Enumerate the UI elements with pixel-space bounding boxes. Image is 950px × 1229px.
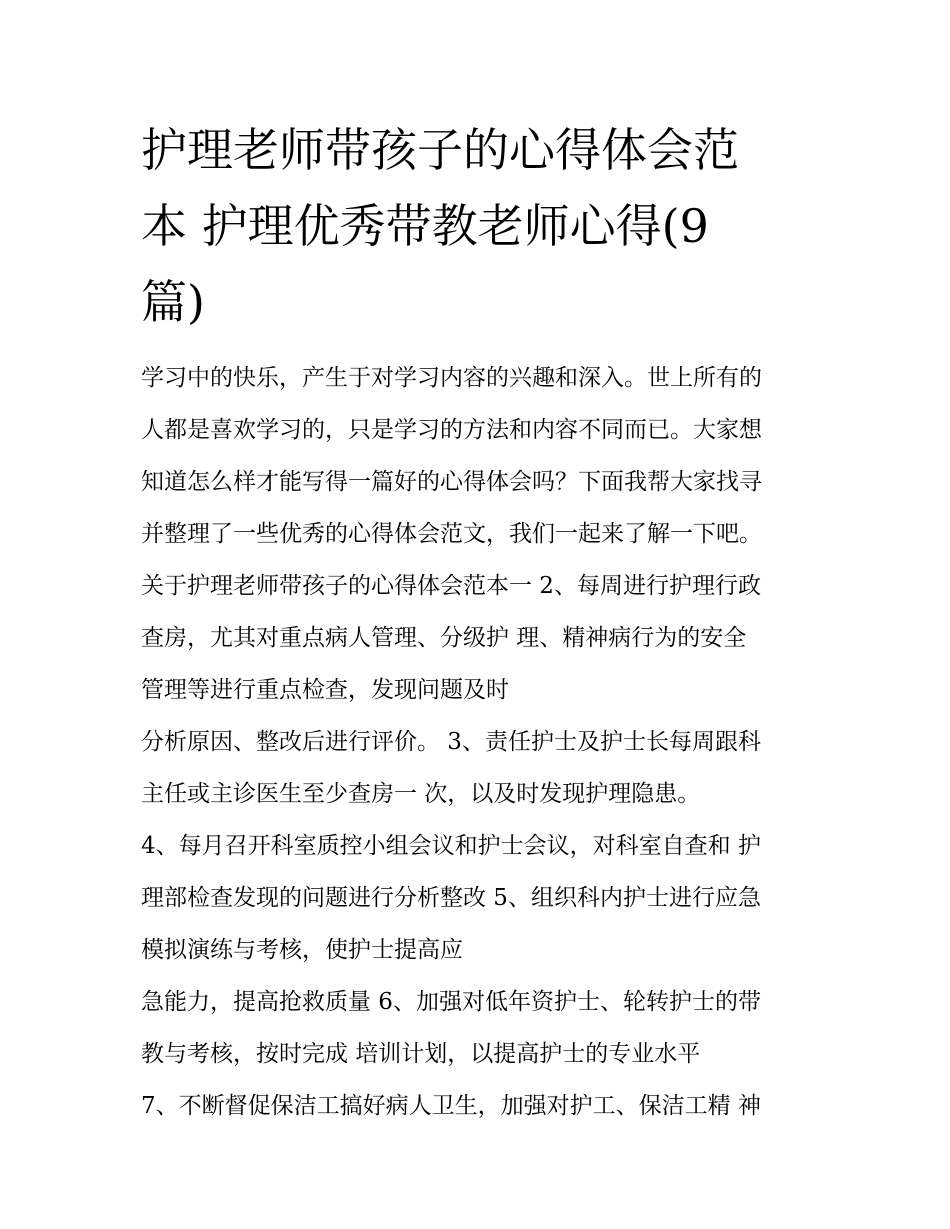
title-line: 本 护理优秀带教老师心得(9	[141, 199, 709, 253]
title-line: 护理老师带孩子的心得体会范	[141, 123, 739, 177]
title-line: 篇)	[141, 275, 205, 329]
body-line: 模拟演练与考核，使护士提高应	[141, 937, 463, 963]
body-line: 教与考核，按时完成 培训计划，以提高护士的专业水平	[141, 1041, 701, 1067]
body-line: 关于护理老师带孩子的心得体会范本一 2、每周进行护理行政	[141, 573, 761, 599]
body-line: 7、不断督促保洁工搞好病人卫生，加强对护工、保洁工精 神	[141, 1093, 761, 1119]
body-line: 查房，尤其对重点病人管理、分级护 理、精神病行为的安全	[141, 625, 747, 651]
body-line: 理部检查发现的问题进行分析整改 5、组织科内护士进行应急	[141, 885, 761, 911]
document-page	[141, 112, 821, 1132]
body-line: 分析原因、整改后进行评价。 3、责任护士及护士长每周跟科	[141, 729, 761, 755]
body-line: 知道怎么样才能写得一篇好的心得体会吗？下面我帮大家找寻	[141, 469, 762, 495]
body-line: 学习中的快乐，产生于对学习内容的兴趣和深入。世上所有的	[141, 365, 762, 391]
body-line: 管理等进行重点检查，发现问题及时	[141, 677, 509, 703]
body-line: 人都是喜欢学习的，只是学习的方法和内容不同而已。大家想	[141, 417, 762, 443]
body-line: 急能力，提高抢救质量 6、加强对低年资护士、轮转护士的带	[141, 989, 761, 1015]
body-line: 主任或主诊医生至少查房一 次，以及时发现护理隐患。	[141, 781, 701, 807]
body-line: 并整理了一些优秀的心得体会范文，我们一起来了解一下吧。	[141, 521, 762, 547]
body-line: 4、每月召开科室质控小组会议和护士会议，对科室自查和 护	[141, 833, 761, 859]
document-title	[141, 112, 821, 340]
document-body	[141, 352, 821, 1132]
